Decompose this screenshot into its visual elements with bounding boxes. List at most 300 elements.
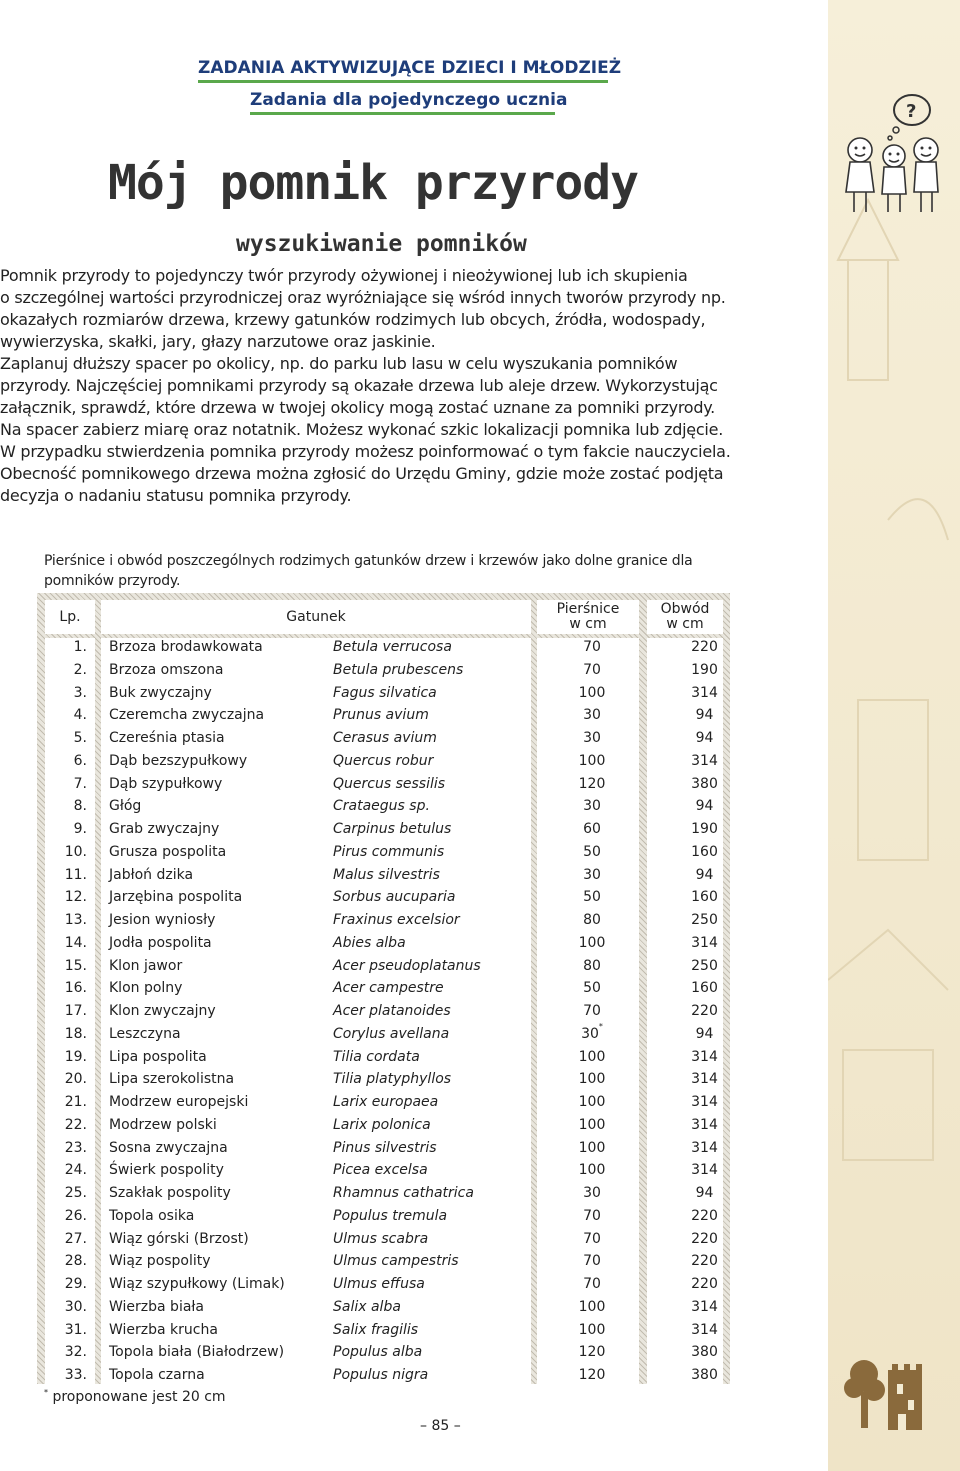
piersnice-value [547,932,637,955]
piersnice-value-text: 30 [581,1025,599,1042]
row-number [37,1205,87,1228]
row-number [37,1046,87,1069]
piersnice-value [547,886,637,909]
species-name-latin-text: Fagus silvatica [333,684,437,701]
header-piersnice-unit: w cm [569,616,607,632]
intro-line: Pomnik przyrody to pojedynczy twór przyrody ożywionej i nieożywionej lub ich skupienia [0,266,688,285]
header-piersnice [537,600,639,634]
row-number-text: 13. [64,912,87,928]
section-category-heading: ZADANIA AKTYWIZUJĄCE DZIECI I MŁODZIEŻ [198,58,608,83]
row-number [37,818,87,841]
table-row [37,1114,730,1137]
species-name-latin-text: Malus silvestris [333,866,440,883]
piersnice-value-text: 100 [578,1071,606,1088]
row-number [37,977,87,1000]
obwod-value-text: 314 [691,752,718,769]
caption-line: Pierśnice i obwód poszczególnych rodzimych gatunków drzew i krzewów jako dolne granice dla [44,553,693,569]
species-name-polish [109,1046,207,1069]
species-name-latin-text: Cerasus avium [333,730,437,746]
row-number-text: 7. [73,775,87,792]
species-name-latin-text: Quercus sessilis [333,775,446,792]
row-number [37,727,87,750]
obwod-value [657,1319,752,1342]
obwod-value-text: 220 [691,1253,718,1270]
obwod-value [657,1046,752,1069]
species-name-polish-text: Brzoza brodawkowata [109,639,263,655]
piersnice-value [547,659,637,682]
piersnice-value-text: 80 [583,957,601,974]
section-subcategory-heading: Zadania dla pojedynczego ucznia [250,90,555,115]
obwod-value [657,1296,752,1319]
species-name-latin [333,886,455,909]
species-name-latin-text: Populus nigra [333,1367,429,1383]
row-number-text: 32. [64,1344,87,1361]
table-row [37,1023,730,1046]
obwod-value-text: 220 [691,1207,718,1224]
piersnice-value [547,1364,637,1387]
table-row [37,1182,730,1205]
species-name-latin [333,1250,459,1273]
table-row [37,1205,730,1228]
row-number-text: 27. [64,1230,87,1247]
species-name-latin [333,977,444,1000]
piersnice-value [547,818,637,841]
piersnice-value-text: 30 [583,1185,601,1201]
obwod-value [657,1364,752,1387]
species-name-latin [333,704,429,727]
species-name-polish-text: Głóg [109,798,142,815]
species-name-latin [333,909,460,932]
species-name-latin [333,795,430,818]
obwod-value-text: 250 [691,957,718,974]
obwod-value-text: 160 [691,843,718,860]
obwod-value [657,636,752,659]
obwod-value-text: 314 [691,1298,718,1315]
species-name-polish-text: Topola czarna [109,1367,205,1383]
species-name-polish-text: Wiąz górski (Brzost) [109,1230,249,1247]
row-number-text: 14. [64,934,87,951]
row-number [37,886,87,909]
row-number-text: 10. [64,843,87,860]
species-name-latin-text: Populus tremula [333,1207,448,1224]
obwod-value [657,1023,752,1046]
table-row [37,955,730,978]
row-number-text: 22. [64,1116,87,1133]
species-name-latin-text: Larix polonica [333,1116,431,1133]
species-name-polish [109,818,219,841]
species-name-polish-text: Jarzębina pospolita [109,889,243,906]
table-row [37,773,730,796]
piersnice-value [547,1000,637,1023]
species-name-latin-text: Ulmus effusa [333,1276,425,1292]
obwod-value-text: 314 [691,934,718,951]
table-row [37,1319,730,1342]
intro-line: okazałych rozmiarów drzewa, krzewy gatunków rodzimych lub obcych, źródła, wodospady, [0,310,706,329]
species-name-polish-text: Brzoza omszona [109,661,224,678]
obwod-value-text: 94 [695,707,714,724]
row-number-text: 6. [73,752,87,769]
species-name-polish-text: Świerk pospolity [109,1162,224,1179]
obwod-value [657,955,752,978]
header-obwod [647,600,723,634]
page-title: Mój pomnik przyrody [108,155,639,211]
species-name-polish-text: Klon zwyczajny [109,1003,216,1019]
piersnice-value-text: 100 [578,1139,606,1156]
species-name-latin [333,1319,418,1342]
species-name-polish [109,773,222,796]
piersnice-value [547,750,637,773]
table-row [37,1000,730,1023]
row-number-text: 16. [64,980,87,997]
piersnice-value [547,1091,637,1114]
intro-line: o szczególnej wartości przyrodniczej oraz wyróżniające się wśród innych tworów przyrody np. [0,288,726,307]
header-obwod-label: Obwód [660,601,710,617]
obwod-value [657,1205,752,1228]
obwod-value-text: 94 [695,866,714,883]
species-name-latin-text: Sorbus aucuparia [333,889,456,906]
table-row [37,659,730,682]
piersnice-value [547,682,637,705]
obwod-value-text: 220 [691,1230,718,1247]
table-row [37,682,730,705]
species-name-latin [333,864,440,887]
species-name-latin [333,1296,401,1319]
row-number [37,1364,87,1387]
species-name-polish-text: Lipa pospolita [109,1048,207,1065]
piersnice-value-text: 100 [578,1116,606,1133]
row-number [37,795,87,818]
row-number-text: 20. [64,1071,87,1088]
species-name-latin-text: Acer campestre [333,980,444,997]
piersnice-value [547,1341,637,1364]
species-name-latin-text: Crataegus sp. [333,798,430,815]
row-number [37,773,87,796]
piersnice-value-text: 30 [583,707,601,724]
row-number [37,750,87,773]
obwod-value-text: 314 [691,1321,718,1338]
species-name-polish-text: Modrzew polski [109,1116,217,1133]
species-name-polish-text: Dąb szypułkowy [109,775,223,792]
species-name-latin [333,1046,420,1069]
obwod-value-text: 220 [691,1003,718,1019]
species-name-polish [109,1250,211,1273]
species-name-polish-text: Buk zwyczajny [109,684,212,701]
intro-line: W przypadku stwierdzenia pomnika przyrody możesz poinformować o tym fakcie nauczyciela. [0,442,731,461]
species-name-latin-text: Larix europaea [333,1094,439,1110]
obwod-value-text: 380 [691,775,718,792]
species-name-polish-text: Grab zwyczajny [109,821,220,837]
row-number [37,864,87,887]
species-name-latin [333,1273,425,1296]
obwod-value [657,682,752,705]
species-name-polish [109,750,247,773]
piersnice-value-text: 50 [583,843,601,860]
piersnice-value [547,704,637,727]
table-row [37,909,730,932]
species-name-latin-text: Salix fragilis [333,1321,419,1338]
row-number [37,682,87,705]
species-name-latin [333,636,452,659]
row-number-text: 31. [64,1321,87,1338]
table-row [37,1228,730,1251]
piersnice-value-text: 50 [583,889,601,906]
row-number [37,1068,87,1091]
obwod-value-text: 380 [691,1344,718,1361]
species-name-latin [333,1068,451,1091]
intro-line: Zaplanuj dłuższy spacer po okolicy, np. do parku lub lasu w celu wyszukania pomników [0,354,678,373]
obwod-value [657,1114,752,1137]
species-name-latin-text: Pinus silvestris [333,1139,437,1156]
species-name-polish [109,659,224,682]
piersnice-value-text: 80 [583,912,601,928]
species-name-polish [109,1228,249,1251]
species-name-latin-text: Carpinus betulus [333,821,452,837]
species-name-latin [333,1205,447,1228]
row-number-text: 15. [64,957,87,974]
obwod-value-text: 250 [691,912,718,928]
piersnice-value [547,1296,637,1319]
row-number-text: 24. [64,1162,87,1179]
piersnice-value-text: 100 [578,1298,606,1315]
row-number-text: 2. [73,661,87,678]
piersnice-value-text: 100 [578,1162,606,1179]
species-name-polish-text: Wierzba krucha [109,1321,218,1338]
table-caption [44,551,784,591]
piersnice-value-text: 120 [578,775,606,792]
species-name-latin-text: Prunus avium [333,707,429,724]
table-row [37,977,730,1000]
obwod-value [657,1137,752,1160]
intro-line: decyzja o nadaniu statusu pomnika przyrody. [0,486,352,505]
obwod-value [657,909,752,932]
species-name-latin [333,1000,451,1023]
row-number [37,1114,87,1137]
row-number-text: 30. [64,1298,87,1315]
piersnice-value-text: 70 [583,1230,601,1247]
obwod-value-text: 314 [691,1094,718,1110]
table-row [37,1341,730,1364]
species-name-polish [109,932,212,955]
intro-line: Obecność pomnikowego drzewa można zgłosić do Urzędu Gminy, gdzie może zostać podjęta [0,464,724,483]
species-name-latin [333,1228,428,1251]
species-name-latin-text: Ulmus scabra [333,1230,429,1247]
species-name-polish [109,1091,248,1114]
species-name-polish-text: Wierzba biała [109,1298,204,1315]
species-name-latin [333,932,406,955]
row-number-text: 29. [64,1276,87,1292]
species-name-polish [109,682,212,705]
footnote-reference-mark: * [598,1021,603,1031]
table-row [37,1068,730,1091]
row-number-text: 9. [73,821,87,837]
obwod-value-text: 314 [691,1071,718,1088]
obwod-value [657,864,752,887]
piersnice-value-text: 120 [578,1367,606,1383]
piersnice-value [547,1159,637,1182]
piersnice-value [547,1205,637,1228]
row-number [37,1000,87,1023]
footnote-text: proponowane jest 20 cm [52,1389,226,1405]
header-lp: Lp. [45,600,95,634]
obwod-value-text: 94 [695,730,714,746]
piersnice-value-text: 100 [578,752,606,769]
piersnice-value-text: 70 [583,1276,601,1292]
obwod-value-text: 380 [691,1367,718,1383]
species-name-polish-text: Wiąz szypułkowy (Limak) [109,1276,285,1292]
species-name-polish [109,1114,217,1137]
species-name-polish [109,1137,228,1160]
obwod-value-text: 314 [691,1116,718,1133]
obwod-value-text: 94 [695,1185,714,1201]
intro-line: przyrody. Najczęściej pomnikami przyrody są okazałe drzewa lub aleje drzew. Wykorzystując [0,376,718,395]
species-name-polish-text: Dąb bezszypułkowy [109,752,248,769]
row-number-text: 26. [64,1207,87,1224]
obwod-value-text: 94 [695,798,714,815]
row-number [37,1091,87,1114]
row-number-text: 1. [73,639,87,655]
species-name-latin-text: Pirus communis [333,843,445,860]
species-name-latin-text: Rhamnus cathatrica [333,1185,474,1201]
table-row [37,841,730,864]
species-name-latin-text: Acer platanoides [333,1003,451,1019]
page-subtitle: wyszukiwanie pomników [236,231,527,257]
piersnice-value [547,1273,637,1296]
row-number-text: 33. [64,1367,87,1383]
table-row [37,1091,730,1114]
species-name-polish-text: Leszczyna [109,1025,181,1042]
intro-line: załącznik, sprawdź, które drzewa w twojej okolicy mogą zostać uznane za pomniki przyrody. [0,398,716,417]
piersnice-value-text: 30 [583,730,601,746]
table-row [37,704,730,727]
piersnice-value-text: 70 [583,639,601,655]
table-row [37,1364,730,1387]
piersnice-value [547,1182,637,1205]
obwod-value [657,1091,752,1114]
species-name-polish-text: Modrzew europejski [109,1094,249,1110]
obwod-value-text: 314 [691,684,718,701]
species-name-polish-text: Jesion wyniosły [109,912,216,928]
species-name-polish-text: Jabłoń dzika [109,866,194,883]
species-name-polish-text: Klon polny [109,980,183,997]
row-number-text: 17. [64,1003,87,1019]
species-name-latin-text: Picea excelsa [333,1162,428,1179]
species-name-latin [333,750,433,773]
header-piersnice-label: Pierśnice [556,601,620,617]
species-name-polish [109,704,264,727]
species-name-latin-text: Salix alba [333,1298,401,1315]
row-number-text: 8. [73,798,87,815]
species-name-polish-text: Sosna zwyczajna [109,1139,228,1156]
table-row [37,864,730,887]
header-gatunek: Gatunek [101,600,531,634]
piersnice-value-text: 100 [578,1321,606,1338]
obwod-value [657,977,752,1000]
row-number [37,659,87,682]
row-number-text: 21. [64,1094,87,1110]
species-name-polish-text: Czereśnia ptasia [109,730,225,746]
species-name-polish-text: Jodła pospolita [109,934,212,951]
piersnice-value [547,1114,637,1137]
species-name-latin-text: Abies alba [333,934,406,951]
table-row [37,1046,730,1069]
obwod-value [657,818,752,841]
species-name-polish-text: Klon jawor [109,957,183,974]
piersnice-value [547,795,637,818]
row-number-text: 23. [64,1139,87,1156]
species-name-latin-text: Ulmus campestris [333,1253,459,1270]
species-name-latin-text: Tilia platyphyllos [333,1071,452,1088]
obwod-value [657,1182,752,1205]
table-row [37,636,730,659]
species-name-latin [333,682,437,705]
row-number-text: 3. [73,684,87,701]
table-row [37,818,730,841]
footnote-mark: * [44,1388,48,1397]
piersnice-value [547,909,637,932]
page-number: – 85 – [420,1418,461,1434]
intro-line: wywierzyska, skałki, jary, głazy narzutowe oraz jaskinie. [0,332,436,351]
species-name-polish-text: Lipa szerokolistna [109,1071,235,1088]
obwod-value [657,727,752,750]
row-number [37,1137,87,1160]
table-row [37,1159,730,1182]
species-name-polish [109,727,225,750]
obwod-value-text: 190 [691,821,718,837]
row-number [37,1296,87,1319]
obwod-value [657,1228,752,1251]
piersnice-value [547,1250,637,1273]
table-row [37,932,730,955]
species-name-polish-text: Szakłak pospolity [109,1185,231,1201]
row-number [37,1250,87,1273]
piersnice-value-text: 100 [578,684,606,701]
species-name-polish [109,1182,231,1205]
row-number-text: 25. [64,1185,87,1201]
obwod-value [657,841,752,864]
piersnice-value-text: 70 [583,661,601,678]
piersnice-value-text: 70 [583,1003,601,1019]
piersnice-value [547,727,637,750]
species-name-latin [333,1137,437,1160]
species-name-polish [109,864,193,887]
obwod-value-text: 94 [695,1025,714,1042]
caption-line: pomników przyrody. [44,573,181,589]
footnote [44,1389,226,1405]
table-row [37,1250,730,1273]
row-number [37,636,87,659]
obwod-value-text: 190 [691,661,718,678]
table-row [37,886,730,909]
obwod-value [657,704,752,727]
row-number-text: 12. [64,889,87,906]
header-obwod-unit: w cm [666,616,704,632]
piersnice-value [547,636,637,659]
species-name-polish [109,977,182,1000]
row-number [37,704,87,727]
obwod-value [657,1068,752,1091]
obwod-value [657,886,752,909]
svg-text:?: ? [906,101,917,122]
species-name-polish [109,886,242,909]
species-name-polish-text: Wiąz pospolity [109,1253,211,1270]
row-number-text: 11. [64,866,87,883]
intro-paragraph [0,265,800,507]
species-name-latin [333,727,437,750]
species-name-latin-text: Tilia cordata [333,1048,420,1065]
obwod-value [657,795,752,818]
obwod-value-text: 314 [691,1048,718,1065]
obwod-value [657,932,752,955]
